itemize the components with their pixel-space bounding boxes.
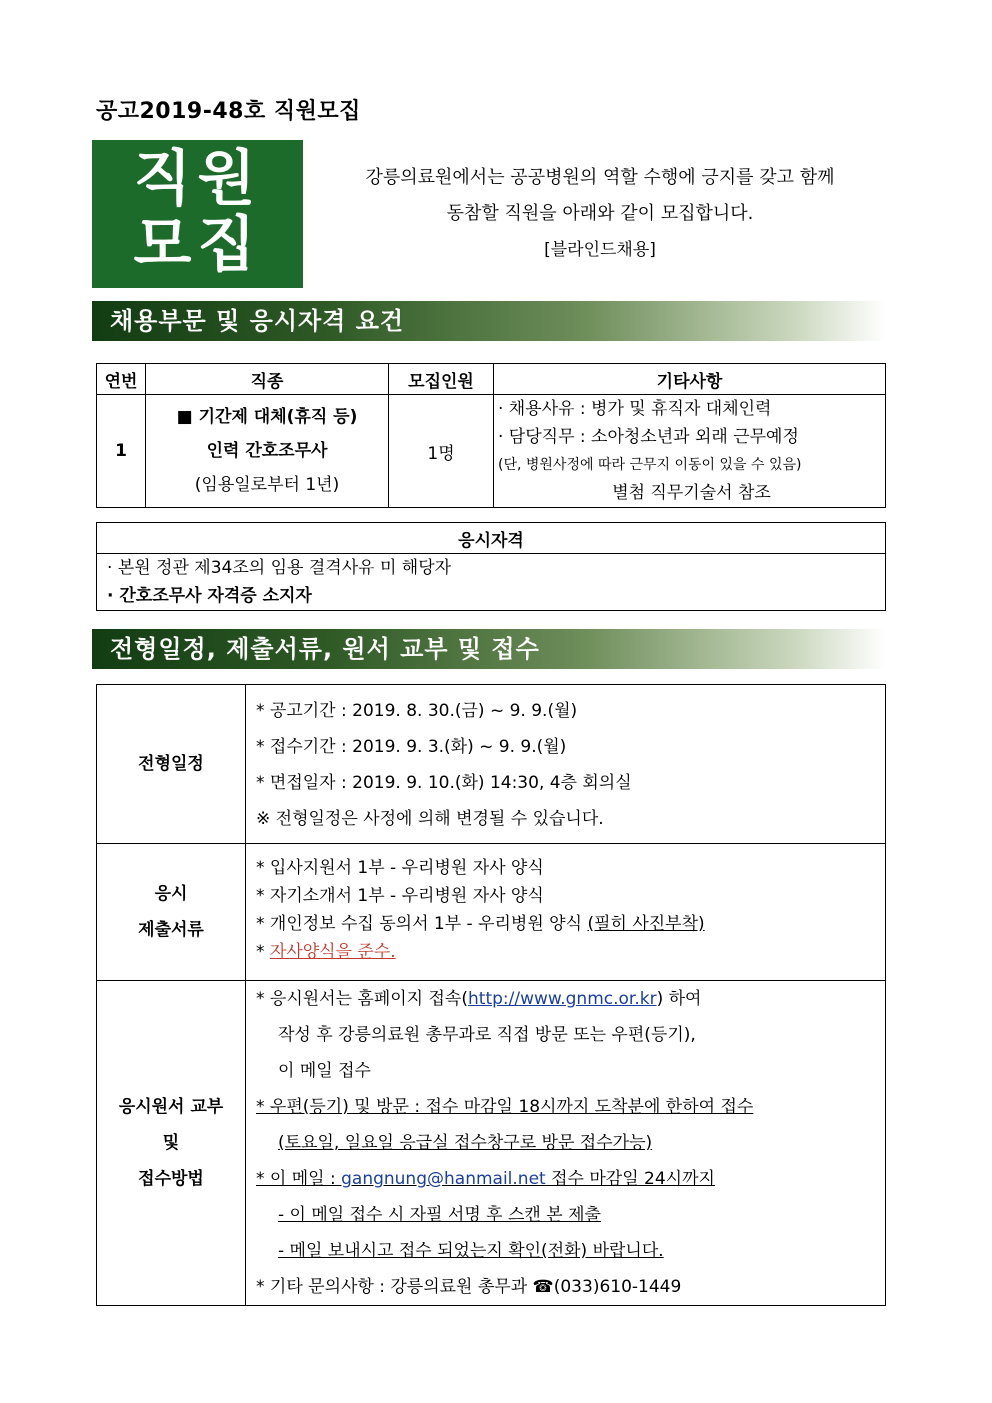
- application-line7: - 이 메일 접수 시 자필 서명 후 스캔 본 제출: [278, 1205, 601, 1225]
- note-line4: 별첨 직무기술서 참조: [612, 483, 771, 503]
- application-line6: * 이 메일 : gangnung@hanmail.net 접수 마감일 24시까지: [256, 1169, 715, 1189]
- note-line3: (단, 병원사정에 따라 근무지 이동이 있을 수 있음): [498, 457, 802, 473]
- intro-text: [320, 160, 880, 268]
- application-line3: 이 메일 접수: [278, 1061, 371, 1081]
- qual-item2: · 간호조무사 자격증 소지자: [107, 586, 312, 606]
- qual-content: [97, 554, 886, 611]
- schedule-line2: * 접수기간 : 2019. 9. 3.(화) ~ 9. 9.(월): [256, 737, 567, 757]
- table-row: [97, 395, 886, 508]
- application-line1: * 응시원서는 홈페이지 접속(http://www.gnmc.or.kr) 하여: [256, 989, 702, 1009]
- application-line5: (토요일, 일요일 응급실 접수창구로 방문 접수가능): [278, 1133, 653, 1153]
- job-line2: 인력 간호조무사: [206, 441, 328, 461]
- schedule-content: [246, 685, 886, 844]
- recruit-logo: [92, 140, 303, 288]
- schedule-line4: ※ 전형일정은 사정에 의해 변경될 수 있습니다.: [256, 809, 604, 829]
- application-label1: 응시원서 교부: [118, 1097, 224, 1117]
- header-job: 직종: [146, 364, 389, 395]
- schedule-line1: * 공고기간 : 2019. 8. 30.(금) ~ 9. 9.(월): [256, 701, 578, 721]
- process-table: [96, 684, 886, 1306]
- email-link[interactable]: gangnung@hanmail.net: [341, 1169, 546, 1189]
- application-row: [97, 981, 886, 1306]
- documents-line1: * 입사지원서 1부 - 우리병원 자사 양식: [256, 858, 544, 878]
- documents-row: [97, 844, 886, 981]
- note-line2: · 담당직무 : 소아청소년과 외래 근무예정: [498, 427, 799, 447]
- jobs-table: [96, 363, 886, 508]
- documents-content: [246, 844, 886, 981]
- job-line1: ■ 기간제 대체(휴직 등): [176, 407, 358, 427]
- application-label2: 및: [162, 1133, 180, 1153]
- documents-label: [97, 844, 246, 981]
- documents-line4: * 자사양식을 준수.: [256, 942, 396, 962]
- row-no: 1: [97, 395, 146, 508]
- job-line3: (임용일로부터 1년): [194, 475, 340, 495]
- qual-header: 응시자격: [97, 523, 886, 554]
- application-line8: - 메일 보내시고 접수 되었는지 확인(전화) 바랍니다.: [278, 1241, 664, 1261]
- page-title: 공고2019-48호 직원모집: [96, 99, 361, 124]
- section-banner-positions: 채용부문 및 응시자격 요건: [92, 301, 886, 341]
- application-label: [97, 981, 246, 1306]
- homepage-link[interactable]: http://www.gnmc.or.kr: [468, 989, 657, 1009]
- application-content: [246, 981, 886, 1306]
- logo-line1: 직원: [133, 144, 262, 214]
- row-count: 1명: [389, 395, 494, 508]
- application-label3: 접수방법: [138, 1169, 204, 1189]
- logo-line2: 모집: [133, 210, 262, 280]
- schedule-line3: * 면접일자 : 2019. 9. 10.(화) 14:30, 4층 회의실: [256, 773, 632, 793]
- documents-label2: 제출서류: [138, 920, 204, 940]
- row-job: [146, 395, 389, 508]
- intro-blind: [블라인드채용]: [544, 240, 656, 260]
- schedule-label: 전형일정: [97, 685, 246, 844]
- intro-line2: 동참할 직원을 아래와 같이 모집합니다.: [446, 203, 754, 224]
- qualification-table: [96, 522, 886, 611]
- row-note: [494, 395, 886, 508]
- note-line1: · 채용사유 : 병가 및 휴직자 대체인력: [498, 399, 772, 419]
- header-count: 모집인원: [389, 364, 494, 395]
- intro-line1: 강릉의료원에서는 공공병원의 역할 수행에 긍지를 갖고 함께: [365, 167, 835, 188]
- application-line9: * 기타 문의사항 : 강릉의료원 총무과 ☎(033)610-1449: [256, 1277, 682, 1297]
- documents-line3: * 개인정보 수집 동의서 1부 - 우리병원 양식 (필히 사진부착): [256, 914, 705, 934]
- qual-item1: · 본원 정관 제34조의 임용 결격사유 미 해당자: [107, 558, 452, 578]
- section-banner-schedule: 전형일정, 제출서류, 원서 교부 및 접수: [92, 629, 886, 669]
- table-header-row: [97, 364, 886, 395]
- application-line4: * 우편(등기) 및 방문 : 접수 마감일 18시까지 도착분에 한하여 접수: [256, 1097, 754, 1117]
- schedule-row: [97, 685, 886, 844]
- header-no: 연번: [97, 364, 146, 395]
- application-line2: 작성 후 강릉의료원 총무과로 직접 방문 또는 우편(등기),: [278, 1025, 696, 1045]
- header-note: 기타사항: [494, 364, 886, 395]
- documents-line2: * 자기소개서 1부 - 우리병원 자사 양식: [256, 886, 544, 906]
- documents-label1: 응시: [154, 884, 188, 904]
